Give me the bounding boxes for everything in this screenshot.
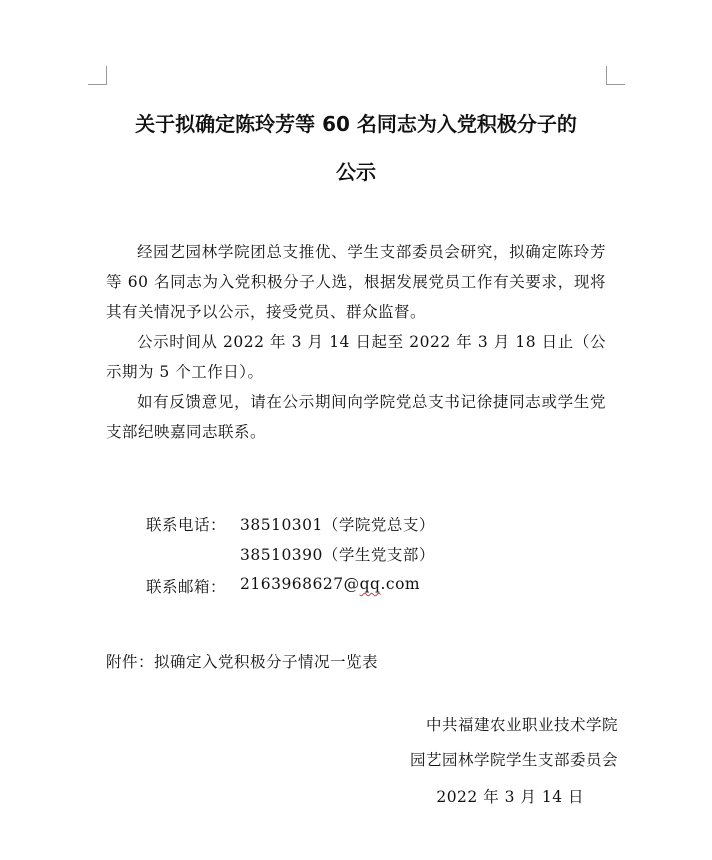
email-address	[240, 575, 420, 593]
email-prefix: 2163968627@	[240, 575, 360, 593]
attachment-line: 附件：拟确定入党积极分子情况一览表	[106, 653, 379, 671]
paragraph-feedback: 如有反馈意见，请在公示期间向学院党总支书记徐捷同志或学生党支部纪映嘉同志联系。	[106, 393, 606, 441]
phone-number-2: 38510390（学生党支部）	[240, 546, 435, 564]
phone-number-1: 38510301（学院党总支）	[240, 516, 435, 534]
margin-corner-mark-right	[606, 66, 625, 85]
document-title-line1: 关于拟确定陈玲芳等 60 名同志为入党积极分子的	[135, 112, 577, 136]
margin-corner-mark-left	[88, 66, 107, 85]
body-text	[106, 237, 606, 447]
paragraph-recommendation: 经园艺园林学院团总支推优、学生支部委员会研究，拟确定陈玲芳等 60 名同志为入党积极分子人选，根据发展党员工作有关要求，现将其有关情况予以公示，接受党员、群众监督。	[106, 243, 606, 321]
phone-label: 联系电话：	[146, 516, 227, 534]
signature-org-2: 园艺园林学院学生支部委员会	[409, 751, 618, 769]
email-label: 联系邮箱：	[146, 578, 227, 596]
paragraph-period: 公示时间从 2022 年 3 月 14 日起至 2022 年 3 月 18 日止（公示期为 5 个工作日）。	[106, 333, 606, 381]
email-suffix: .com	[380, 575, 421, 593]
document-title-line2: 公示	[336, 160, 376, 184]
spellcheck-underlined-text: qq	[359, 575, 381, 593]
signature-date: 2022 年 3 月 14 日	[436, 788, 584, 806]
signature-org-1: 中共福建农业职业技术学院	[425, 716, 618, 734]
